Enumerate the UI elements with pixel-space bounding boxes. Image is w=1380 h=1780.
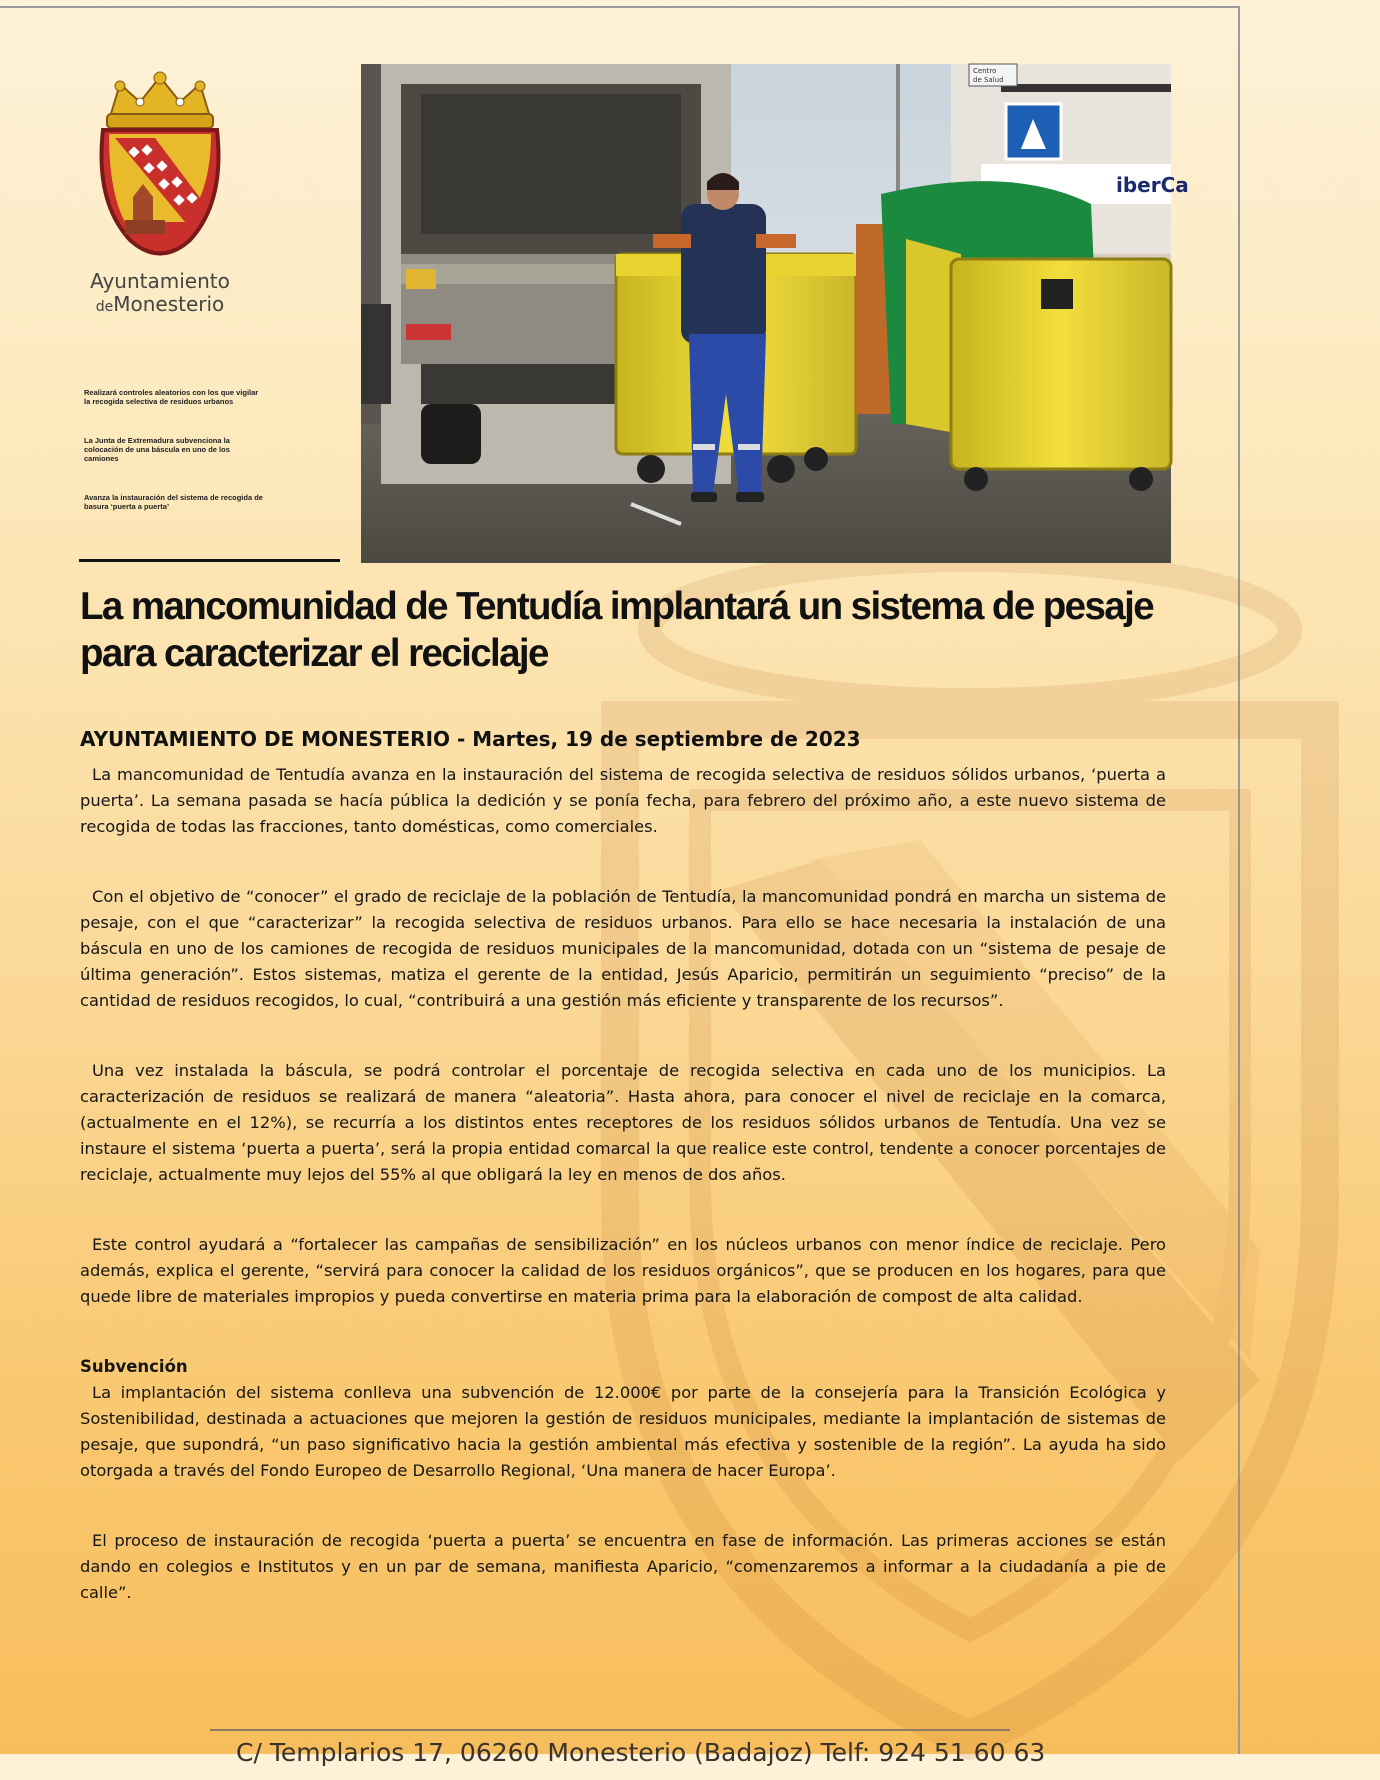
article-paragraph-6: El proceso de instauración de recogida ‘puerta a puerta’ se encuentra en fase de información. Las primeras acciones se están dando en colegios e Institutos y en un par de semana, manifiesta Aparicio, “comenzaremos a informar a la ciudadanía a pie de calle”.: [80, 1531, 1166, 1602]
article-body: [80, 762, 1166, 1606]
article-paragraph-4: Este control ayudará a “fortalecer las campañas de sensibilización” en los núcleos urbanos con menor índice de reciclaje. Pero además, explica el gerente, “servirá para conocer la calidad de los residuos orgánicos”, que se producen en los hogares, para que quede libre de materiales impropios y pueda convertirse en materia prima para la elaboración de compost de alta calidad.: [80, 1235, 1166, 1306]
recycling-truck-photo: [361, 64, 1189, 563]
footer-rule: [210, 1729, 1010, 1731]
shop-sign-text: iberCa: [1116, 173, 1189, 197]
logo-line-2: [80, 293, 240, 319]
article-paragraph-5: La implantación del sistema conlleva una subvención de 12.000€ por parte de la consejería para la Transición Ecológica y Sostenibilidad, destinada a actuaciones que mejoren la gestión de residuos municipales, mediante la implantación de sistemas de pesaje, que supondrá, “un paso significativo hacia la gestión ambiental más efectiva y sostenible de la región”. La ayuda ha sido otorgada a través del Fondo Europeo de Desarrollo Regional, ‘Una manera de hacer Europa’.: [80, 1383, 1166, 1480]
sign-text-1: Centro: [973, 67, 997, 75]
side-note-3: Avanza la instauración del sistema de recogida de basura ‘puerta a puerta’: [84, 493, 263, 511]
article-dateline: AYUNTAMIENTO DE MONESTERIO - Martes, 19 de septiembre de 2023: [80, 727, 861, 751]
article-paragraph-3: Una vez instalada la báscula, se podrá controlar el porcentaje de recogida selectiva en cada uno de los municipios. La caracterización de residuos se realizará de manera “aleatoria”. Hasta ahora, para conocer el nivel de reciclaje en la comarca, (actualmente en el 12%), se recurría a los distintos entes receptores de los residuos sólidos urbanos de Tentudía. Una vez se instaure el sistema ‘puerta a puerta’, será la propia entidad comarcal la que realice este control, tendente a conocer porcentajes de reciclaje, actualmente muy lejos del 55% al que obligará la ley en menos de dos años.: [80, 1061, 1166, 1184]
article-subhead: Subvención: [80, 1357, 188, 1376]
sign-text-2: de Salud: [973, 76, 1004, 84]
side-notes: [84, 388, 264, 541]
article-paragraph-2: Con el objetivo de “conocer” el grado de reciclaje de la población de Tentudía, la mancomunidad pondrá en marcha un sistema de pesaje, con el que “caracterizar” la recogida selectiva de residuos urbanos. Para ello se hace necesaria la instalación de una báscula en uno de los camiones de recogida de residuos municipales de la mancomunidad, dotada con un “sistema de pesaje de última generación”. Estos sistemas, matiza el gerente de la entidad, Jesús Aparicio, permitirán un seguimiento “preciso” de la cantidad de residuos recogidos, lo cual, “contribuirá a una gestión más eficiente y transparente de los recursos”.: [80, 887, 1166, 1010]
ayuntamiento-coat-of-arms-icon: [85, 72, 235, 272]
article-paragraph-1: La mancomunidad de Tentudía avanza en la instauración del sistema de recogida selectiva de residuos sólidos urbanos, ‘puerta a puerta’. La semana pasada se hacía pública la dedición y se ponía fecha, para febrero del próximo año, a este nuevo sistema de recogida de todas las fracciones, tanto domésticas, como comerciales.: [80, 765, 1166, 836]
side-note-1: Realizará controles aleatorios con los que vigilar la recogida selectiva de residuos urbanos: [84, 388, 259, 406]
page-border-top: [0, 6, 1240, 8]
side-rule: [79, 559, 340, 562]
logo-line-2-name: Monesterio: [113, 292, 225, 316]
side-note-2: La Junta de Extremadura subvenciona la colocación de una báscula en uno de los camiones: [84, 436, 230, 463]
logo-line-1: Ayuntamiento: [90, 269, 230, 293]
footer-address: C/ Templarios 17, 06260 Monesterio (Badajoz) Telf: 924 51 60 63: [236, 1738, 1046, 1767]
article-headline: La mancomunidad de Tentudía implantará un sistema de pesaje para caracterizar el reciclaje: [80, 585, 1154, 675]
logo-text: [80, 270, 240, 319]
logo-line-2-prefix: de: [95, 299, 114, 315]
